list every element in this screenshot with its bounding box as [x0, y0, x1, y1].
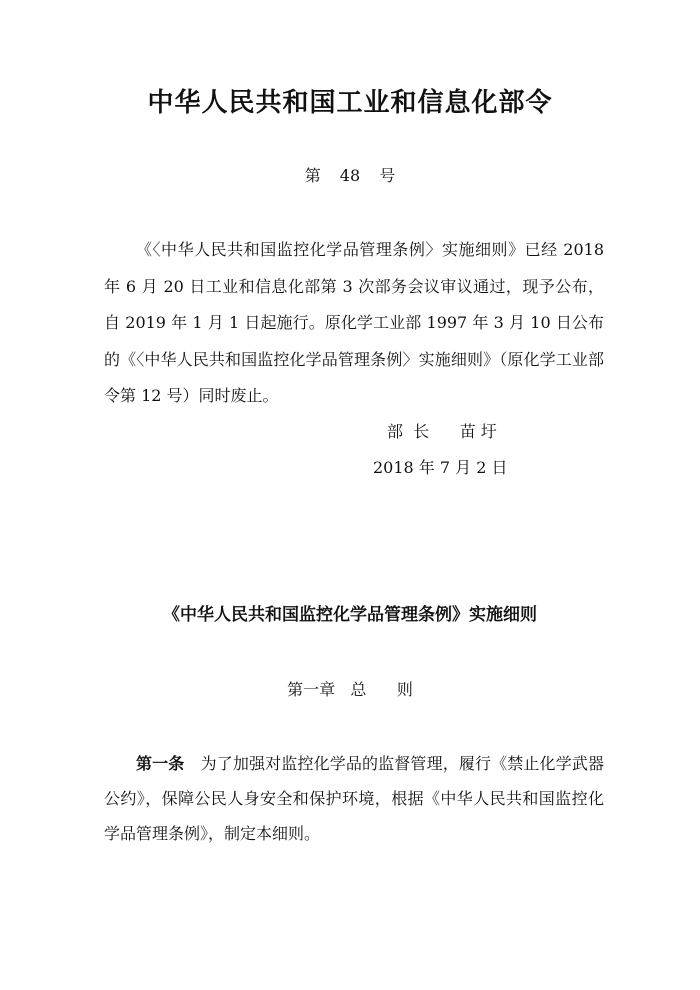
article-text: 为了加强对监控化学品的监督管理，履行《禁止化学武器公约》，保障公民人身安全和保护环境，根据《中华人民共和国监控化学品管理条例》，制定本细则。: [104, 754, 604, 843]
chapter-heading: 第一章 总 则: [287, 680, 413, 699]
article-paragraph: [104, 746, 604, 851]
preamble-paragraph: 《〈中华人民共和国监控化学品管理条例〉实施细则》已经 2018 年 6 月 20 日工业和信息化部第 3 次部务会议审议通过，现予公布，自 2019 年 1 月 1 日起施行。原化学工业部 1997 年 3 月 10 日公布的《〈中华人民共和国监控化学品管理条例〉实施细则》（原化学工业部令第 12 号）同时废止。: [104, 240, 604, 405]
order-number: 第 48 号: [304, 166, 396, 185]
signing-date: 2018 年 7 月 2 日: [373, 458, 508, 477]
decree-title: 中华人民共和国工业和信息化部令: [147, 88, 553, 118]
signer-line: 部 长 苗 圩: [387, 422, 497, 441]
article-label: 第一条: [136, 754, 185, 773]
rules-title: 《中华人民共和国监控化学品管理条例》实施细则: [163, 605, 537, 625]
